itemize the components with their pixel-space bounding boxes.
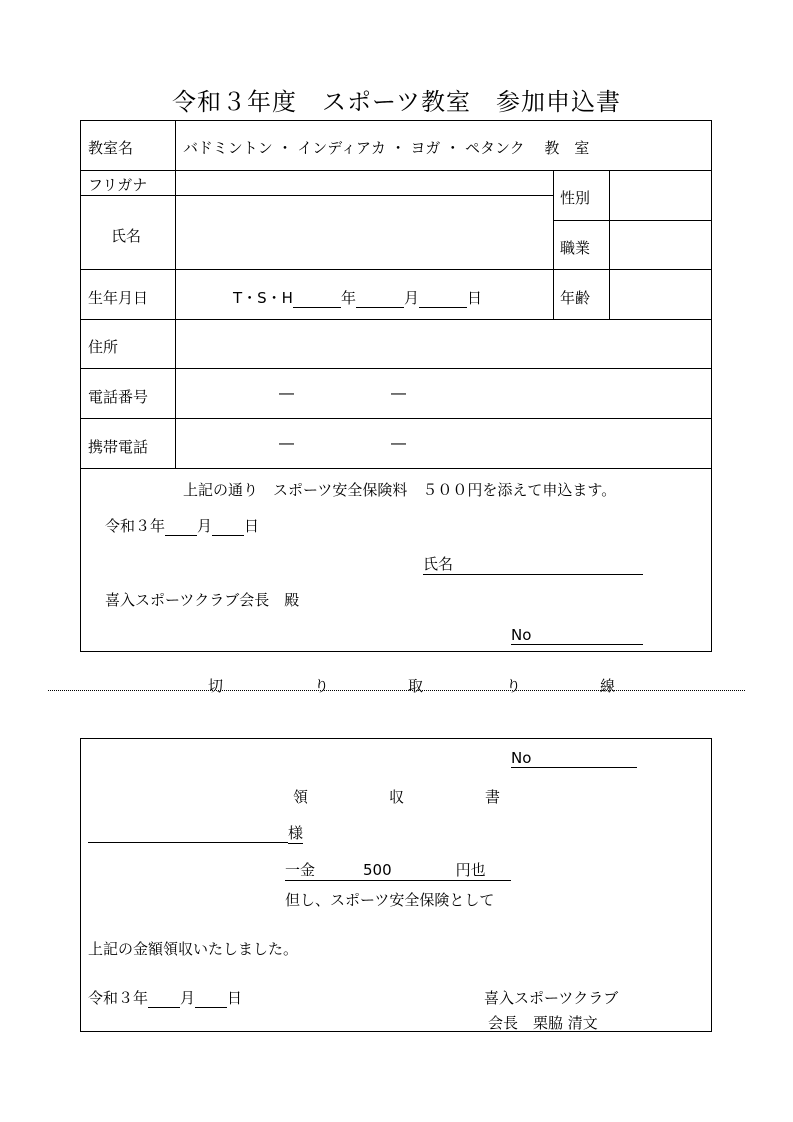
furigana-label: フリガナ [88, 176, 148, 194]
date-prefix: 令和３年 [88, 989, 149, 1007]
month-unit: 月 [403, 289, 419, 307]
signature-line[interactable] [423, 553, 643, 575]
honorific: 様 [288, 824, 304, 842]
label-column-divider [175, 121, 176, 468]
phone-label: 電話番号 [88, 388, 149, 406]
issuer-org: 喜入スポーツクラブ [484, 989, 619, 1007]
addressee: 喜入スポーツクラブ会長 殿 [105, 591, 300, 609]
month-blank[interactable] [148, 989, 180, 1008]
month-blank[interactable] [165, 517, 197, 536]
name-field[interactable] [182, 201, 552, 265]
received-text: 上記の金額領収いたしました。 [88, 940, 299, 958]
mobile-dash-1: ― [279, 434, 294, 452]
occupation-label: 職業 [560, 239, 591, 257]
mobile-label: 携帯電話 [88, 438, 149, 456]
gender-field[interactable] [615, 175, 707, 215]
receipt-title-char: 領 [293, 788, 309, 806]
cut-line-char: 取 [408, 677, 424, 695]
receipt [80, 738, 712, 1032]
amount-line [285, 859, 511, 881]
issuer-name: 会長 栗脇 清文 [488, 1014, 598, 1032]
address-field[interactable] [182, 325, 707, 365]
form-number-line[interactable] [511, 626, 643, 645]
right-value-divider [609, 170, 610, 319]
day-blank[interactable] [212, 517, 244, 536]
application-form [80, 120, 712, 652]
classroom-label: 教室名 [88, 139, 134, 157]
address-label: 住所 [88, 338, 119, 356]
receipt-title-char: 書 [485, 788, 501, 806]
cut-line-char: 線 [600, 677, 616, 695]
signature-name-label: 氏名 [423, 555, 454, 573]
receipt-title-char: 収 [389, 788, 405, 806]
day-blank[interactable] [419, 289, 467, 308]
phone-dash-1: ― [279, 384, 294, 402]
receipt-date [88, 987, 242, 1008]
row-divider [81, 468, 711, 469]
era-options: T・S・H [233, 289, 293, 307]
year-blank[interactable] [293, 289, 341, 308]
furigana-label-divider [81, 195, 175, 196]
cut-line-char: 切 [208, 677, 224, 695]
amount-prefix: 一金 [285, 861, 316, 879]
month-unit: 月 [197, 517, 213, 535]
day-unit: 日 [227, 989, 243, 1007]
amount-value: 500 [363, 861, 392, 879]
birthdate-field[interactable] [233, 287, 482, 308]
recipient-line[interactable] [88, 822, 303, 844]
cut-line-char: り [314, 677, 330, 695]
day-unit: 日 [244, 517, 260, 535]
occupation-field[interactable] [615, 225, 707, 265]
mobile-dash-2: ― [391, 434, 406, 452]
receipt-note: 但し、スポーツ安全保険として [285, 891, 495, 909]
month-unit: 月 [180, 989, 196, 1007]
cut-line [48, 690, 745, 691]
furigana-field[interactable] [182, 175, 552, 193]
day-unit: 日 [467, 289, 483, 307]
age-label: 年齢 [560, 289, 591, 307]
receipt-number-line[interactable] [511, 749, 637, 768]
amount-suffix: 円也 [455, 861, 486, 879]
name-label: 氏名 [111, 227, 142, 245]
date-prefix: 令和３年 [105, 517, 166, 535]
declaration-text: 上記の通り スポーツ安全保険料 ５００円を添えて申込ます。 [183, 481, 617, 499]
year-unit: 年 [340, 289, 356, 307]
phone-dash-2: ― [391, 384, 406, 402]
application-date [105, 515, 259, 536]
classroom-options[interactable]: バドミントン ・ インディアカ ・ ヨガ ・ ペタンク 教 室 [183, 139, 590, 157]
gender-label: 性別 [560, 189, 591, 207]
receipt-number-label: No [511, 749, 532, 767]
right-column-divider [553, 170, 554, 319]
cut-line-char: り [506, 677, 522, 695]
birthdate-label: 生年月日 [88, 289, 149, 307]
furigana-divider [175, 195, 553, 196]
age-field[interactable] [615, 275, 707, 315]
page-title: 令和３年度 スポーツ教室 参加申込書 [171, 88, 622, 116]
day-blank[interactable] [195, 989, 227, 1008]
form-number-label: No [511, 626, 532, 644]
month-blank[interactable] [356, 289, 404, 308]
gender-divider [553, 220, 711, 221]
